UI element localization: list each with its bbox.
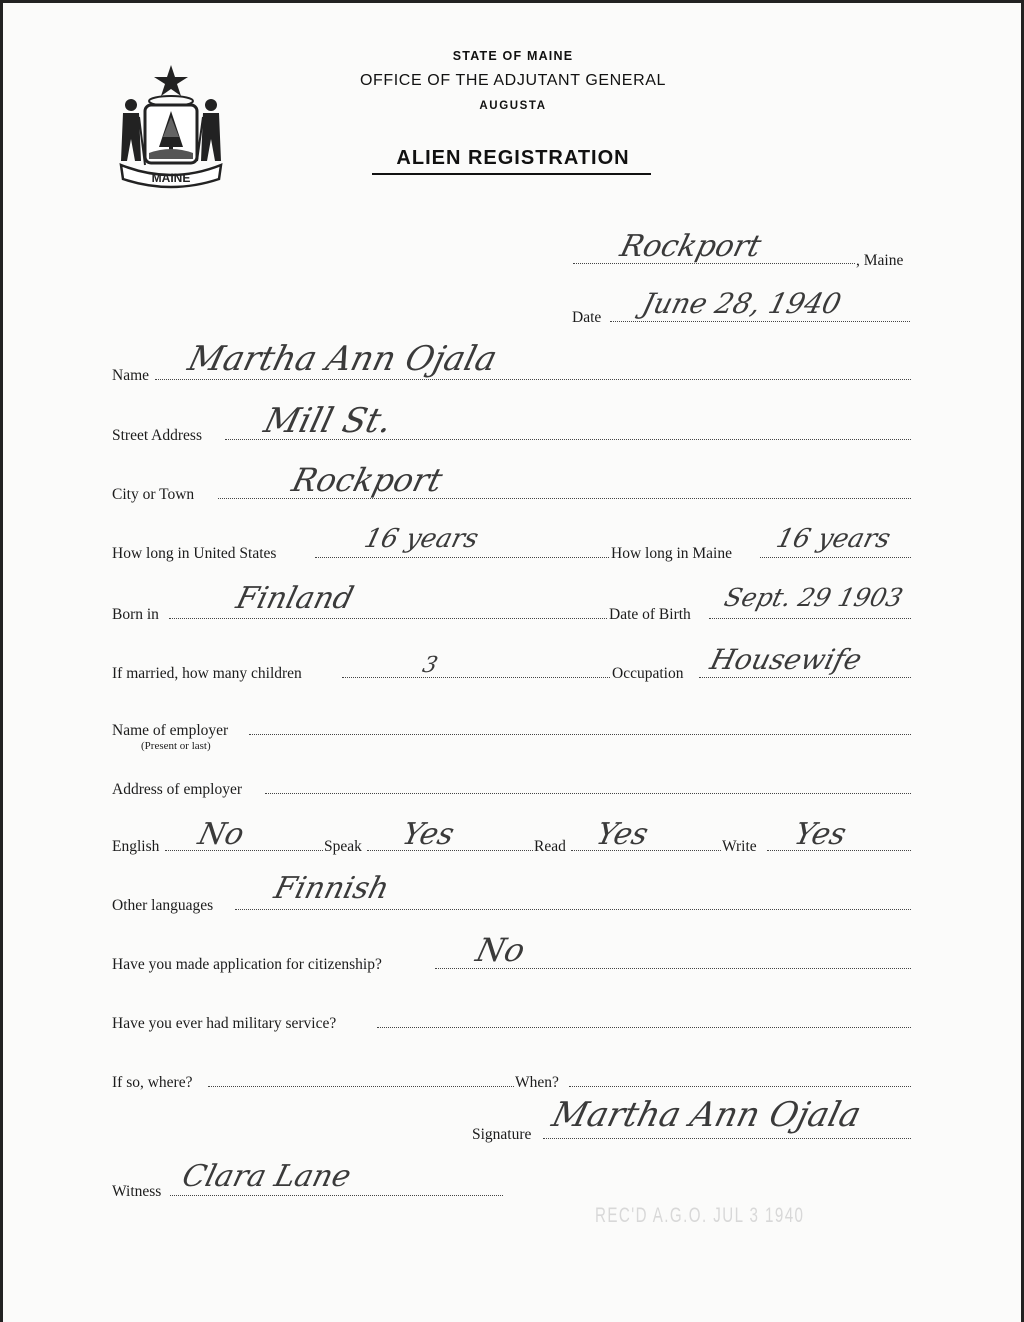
how-long-us-line xyxy=(315,557,609,558)
how-long-maine-label: How long in Maine xyxy=(611,545,732,562)
children-label: If married, how many children xyxy=(112,665,302,682)
english-value: No xyxy=(194,817,248,852)
witness-line xyxy=(170,1195,503,1196)
citizenship-label: Have you made application for citizenship? xyxy=(112,956,382,973)
if-so-where-label: If so, where? xyxy=(112,1074,193,1091)
occupation-value: Housewife xyxy=(706,643,866,676)
military-label: Have you ever had military service? xyxy=(112,1015,337,1032)
employer-name-sublabel: (Present or last) xyxy=(141,740,211,752)
when-line xyxy=(569,1086,911,1087)
date-line xyxy=(610,321,910,322)
signature-label: Signature xyxy=(472,1126,532,1143)
occupation-label: Occupation xyxy=(612,665,684,682)
form-title: ALIEN REGISTRATION xyxy=(396,147,630,169)
how-long-maine-line xyxy=(760,557,911,558)
received-stamp: REC'D A.G.O. JUL 3 1940 xyxy=(595,1204,805,1227)
maine-seal-icon xyxy=(115,61,227,191)
city-label: City or Town xyxy=(112,486,195,503)
street-address-label: Street Address xyxy=(112,427,202,444)
seal-ribbon-text: MAINE xyxy=(151,171,191,185)
town-value: Rockport xyxy=(616,229,765,264)
born-in-label: Born in xyxy=(112,606,159,623)
born-in-value: Finland xyxy=(232,581,358,616)
witness-label: Witness xyxy=(112,1183,162,1200)
date-of-birth-value: Sept. 29 1903 xyxy=(721,583,906,612)
if-so-where-line xyxy=(208,1086,514,1087)
header-state: STATE OF MAINE xyxy=(452,49,574,63)
how-long-us-label: How long in United States xyxy=(112,545,277,562)
other-languages-line xyxy=(235,909,911,910)
children-value: 3 xyxy=(419,653,441,678)
name-line xyxy=(155,379,911,380)
name-label: Name xyxy=(112,367,150,384)
occupation-line xyxy=(699,677,911,678)
read-value: Yes xyxy=(592,817,652,852)
speak-line xyxy=(367,850,533,851)
military-line xyxy=(377,1027,911,1028)
title-underline xyxy=(372,173,651,175)
date-of-birth-label: Date of Birth xyxy=(609,606,691,623)
date-value: June 28, 1940 xyxy=(638,287,845,320)
how-long-maine-value: 16 years xyxy=(773,524,894,554)
maine-label: , Maine xyxy=(856,252,904,269)
city-value: Rockport xyxy=(288,461,447,499)
english-label: English xyxy=(112,838,160,855)
write-label: Write xyxy=(722,838,757,855)
employer-name-line xyxy=(249,734,911,735)
date-label: Date xyxy=(572,309,602,326)
witness-value: Clara Lane xyxy=(178,1159,355,1194)
signature-line xyxy=(543,1138,911,1139)
born-in-line xyxy=(169,618,607,619)
date-of-birth-line xyxy=(709,618,911,619)
speak-value: Yes xyxy=(398,817,458,852)
street-address-value: Mill St. xyxy=(260,401,397,441)
children-line xyxy=(342,677,610,678)
employer-name-label: Name of employer xyxy=(112,722,229,739)
employer-address-line xyxy=(265,793,911,794)
read-label: Read xyxy=(534,838,566,855)
name-value: Martha Ann Ojala xyxy=(184,339,501,379)
english-line xyxy=(165,850,323,851)
other-languages-label: Other languages xyxy=(112,897,214,914)
other-languages-value: Finnish xyxy=(270,871,393,906)
speak-label: Speak xyxy=(324,838,362,855)
signature-value: Martha Ann Ojala xyxy=(548,1095,865,1135)
when-label: When? xyxy=(515,1074,559,1091)
write-value: Yes xyxy=(790,817,850,852)
employer-address-label: Address of employer xyxy=(112,781,242,798)
header-city: AUGUSTA xyxy=(479,100,547,112)
how-long-us-value: 16 years xyxy=(361,524,482,554)
header-office: OFFICE OF THE ADJUTANT GENERAL xyxy=(359,72,667,89)
citizenship-value: No xyxy=(472,931,530,969)
